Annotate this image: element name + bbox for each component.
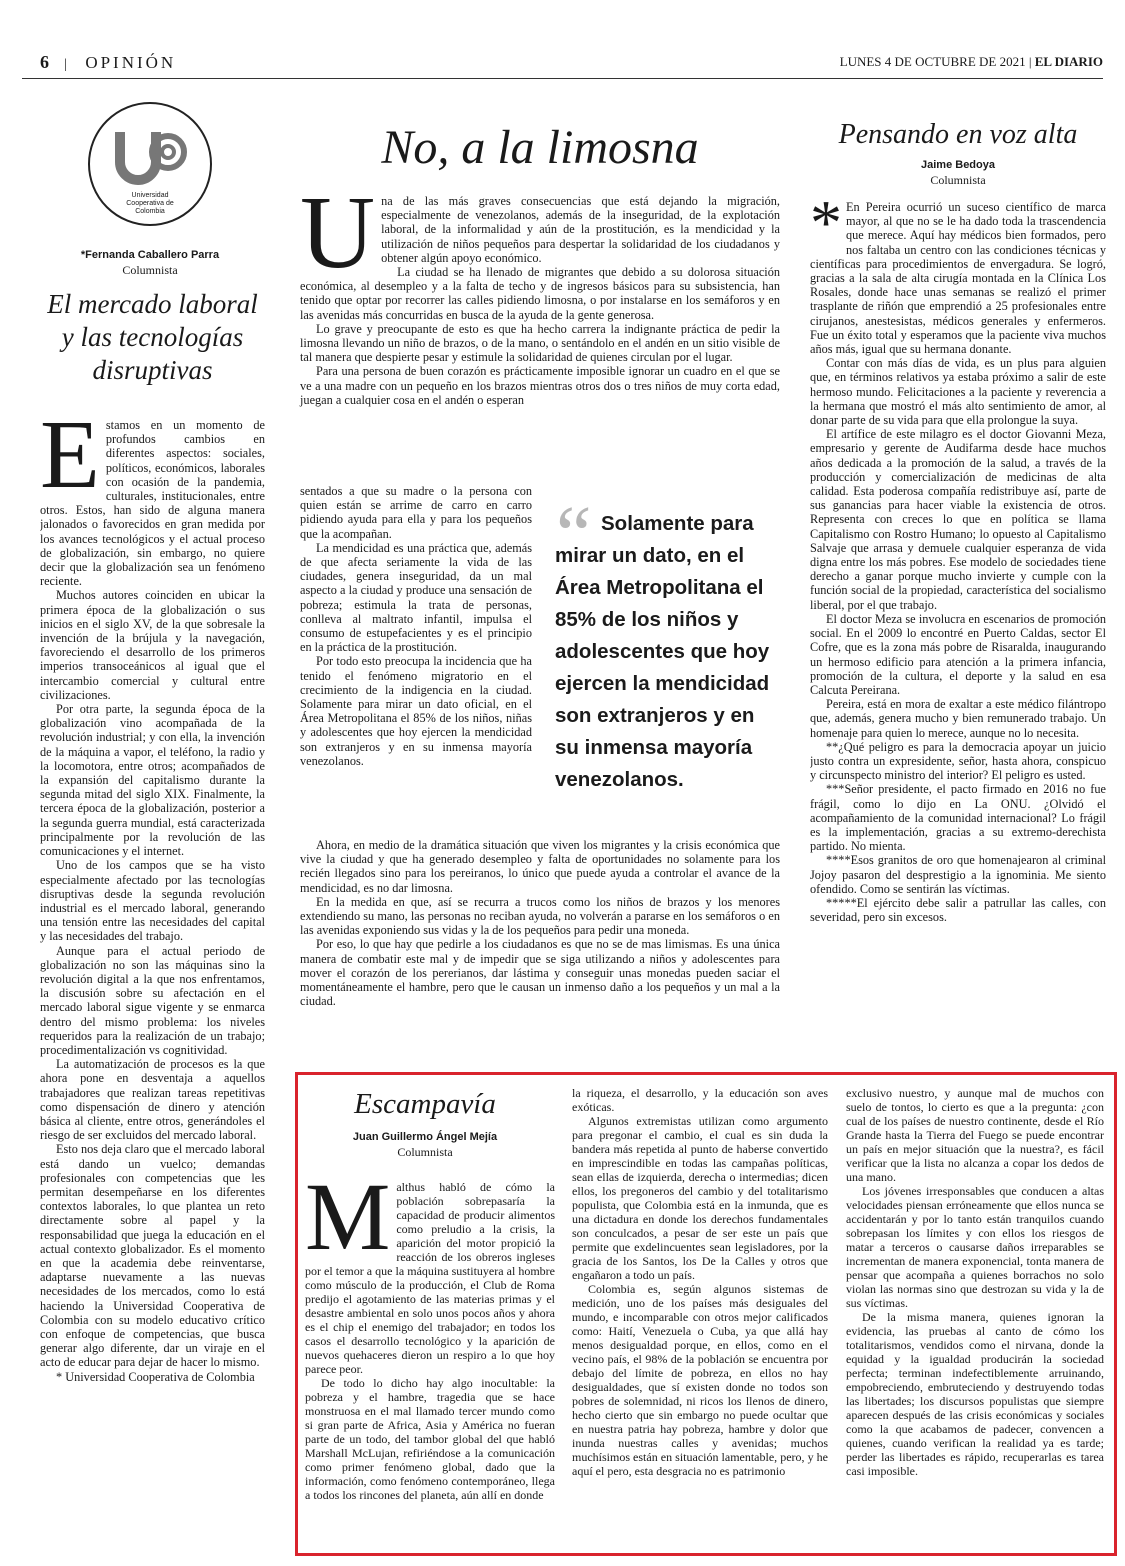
quote-mark-icon: “: [556, 491, 592, 579]
section-name: OPINIÓN: [85, 53, 177, 72]
editorial-paragraph: Lo grave y preocupante de esto es que ha hecho carrera la indignante práctica de pedir la limosna llevando un niño de brazos, o de la mano, o sentándolo en el andén en un sitio visible de tal manera que despierte pesar y estimule la solidaridad de quienes circulan por el lugar.: [300, 321, 780, 365]
escampavia-paragraph: exclusivo nuestro, y aunque mal de muchos con suelo de tontos, lo cierto es que a la pregunta: ¿con cual de los países de nuestro continente, desde el Río Grande hasta la Tierra del Fuego se puede encontrar un país en mejor situación que la nuestra?, es fácil verificar que la lista no alcanza a copar los dedos de una mano.: [846, 1086, 1104, 1184]
editorial-dropcap: U: [300, 175, 376, 290]
page-number: 6: [40, 52, 49, 72]
pull-quote: [555, 508, 777, 796]
right-paragraph: Contar con más días de vida, es un plus para alguien que, en términos relativos ya estaba próximo a salir de este hermoso mundo. Felicitaciones a la paciente y reverencia a la hermana que mostró el más alto sentimiento de amor, al donar parte de su vida para que ella prolongue la suya.: [810, 356, 1106, 428]
left-paragraph: La automatización de procesos es la que ahora pone en desventaja a aquellos trabajadores que realizan tareas repetitivas como dispensación de dinero y atención básica al cliente, entre otros, generándoles el riesgo de ser excluidos del mercado laboral.: [40, 1057, 265, 1143]
right-paragraph: ***Señor presidente, el pacto firmado en 2016 no fue frágil, como lo dijo en La ONU. ¿Olvidó el acompañamiento de la comunidad internacional? Lo frágil es la implementación, gracias a su extremo-derechista partido. No mienta.: [810, 782, 1106, 854]
right-article-body: [810, 200, 1106, 1056]
escampavia-headline: Escampavía: [354, 1088, 496, 1120]
editorial-headline: No, a la limosna: [381, 121, 699, 174]
page-header-right: LUNES 4 DE OCTUBRE DE 2021 | EL DIARIO: [839, 54, 1103, 69]
left-article-body: [40, 418, 265, 1553]
editorial-paragraph: Para una persona de buen corazón es prácticamente imposible ignorar un cuadro en el que se ve a una madre con un pequeño en los brazos mientras otros dos o tres niños de muy corta edad, juegan a cualquier cosa en el andén o esperan: [300, 364, 780, 407]
escampavia-paragraph: De la misma manera, quienes ignoran la evidencia, las pruebas al canto de cómo los totalitarismos, vendidos como el nirvana, donde la equidad y la igualdad producirán la sociedad perfecta; terminan indefectiblemente arruinando, empobreciendo, embruteciendo y destruyendo todas las libertades; los discursos populistas que siempre aparecen después de las crisis económicas y sociales como la que acabamos de padecer, convencen a quienes, cuando verifican la realidad ya es tarde; perder las libertades es rápido, recuperarlas es tarea casi imposible.: [846, 1310, 1104, 1478]
left-paragraph: stamos en un momento de profundos cambios en diferentes aspectos: sociales, políticos, económicos, laborales con ocasión de la pandemia, culturales, institucionales, entre otros. Estos, han sido de alguna manera jalonados o favorecidos en gran medida por los avances tecnológicos y el actual proceso de globalización, sin embargo, no quiere decir que la globalización sea un fenómeno reciente.: [40, 418, 265, 589]
page-header-left: [40, 52, 176, 73]
editorial-paragraph: Por eso, lo que hay que pedirle a los ciudadanos es que no se de mas limismas. Es una única manera de combatir este mal y de impedir que se siga utilizando a niños y adolescentes para mover el corazón de los pererianos, dar lástima y conseguir unas monedas pueden saciar el momentáneamente el hambre, pero que le causan un inmenso daño a los pequeños y un mal a la ciudad.: [300, 937, 780, 1009]
editorial-paragraph: Ahora, en medio de la dramática situación que viven los migrantes y la crisis económica que vive la ciudad y que ha generado desempleo y falta de oportunidades no solamente para los recién llegados sino para los pereiranos, lo único que puede ayuda a controlar el avance de la mendicidad, es no dar limosna.: [300, 838, 780, 895]
right-paragraph: ****Esos granitos de oro que homenajearon al criminal Jojoy pasaron del desprestigio a la ignominia. Me siento ofendido. Como se sentirán las víctimas.: [810, 853, 1106, 896]
newspaper-name: EL DIARIO: [1034, 54, 1103, 69]
left-footnote: * Universidad Cooperativa de Colombia: [56, 1369, 255, 1384]
editorial-paragraph: La mendicidad es una práctica que, además de que afecta seriamente la vida de las ciudades, genera inseguridad, da un mal aspecto a la ciudad y produce una sensación de pobreza; estimula la trata de personas, conlleva al maltrato infantil, impulsa el consumo de estupefacientes y es el principio en la práctica de la prostitución.: [300, 540, 532, 655]
asterisk-dropcap: *: [810, 200, 842, 258]
logo-text: Universidad Cooperativa de Colombia: [126, 192, 174, 215]
escampavia-dropcap: M: [305, 1180, 391, 1270]
escampavia-paragraph: la riqueza, el desarrollo, y la educación son aves exóticas.: [572, 1086, 828, 1114]
right-headline: Pensando en voz alta: [838, 119, 1078, 150]
right-paragraph: *****El ejército debe salir a patrullar las calles, con severidad, pero sin excesos.: [810, 895, 1106, 925]
editorial-body-narrow: [300, 484, 532, 768]
left-byline: [40, 248, 260, 278]
escampavia-author: Juan Guillermo Ángel Mejía: [352, 1131, 498, 1143]
escampavia-paragraph: Los jóvenes irresponsables que conducen a altas velocidades piensan erróneamente que ellos nunca se accidentarán y por lo tanto están tranquilos cuando sobrepasan los límites y con ellos los riesgos de matar a terceros o causarse daños irreparables se incrementan de manera exponencial, tonta manera de pensar que acompaña a quienes borrachos no solo violan las normas sino que destrozan su vida y la de sus víctimas.: [846, 1184, 1104, 1310]
pull-quote-text: Solamente para mirar un dato, en el Área Metropolitana el 85% de los niños y adolescentes que hoy ejercen la mendicidad son extranjeros y en su inmensa mayoría venezolanos.: [555, 512, 770, 791]
escampavia-paragraph: althus habló de cómo la población sobrepasaría la capacidad de producir alimentos como preludio a la crisis, la aparición del motor propició la reacción de los obreros ingleses por el temor a que la máquina sustituyera al hombre como músculo de la producción, el Club de Roma predijo el agotamiento de las materias primas y el desastre ambiental en solo unos pocos años y ahora es el chip el enemigo del trabajador; en todos los casos el desarrollo tecnológico y la aparición de nuevos quehaceres dieron un respiro a lo que hoy parece peor.: [305, 1180, 555, 1376]
issue-date: LUNES 4 DE OCTUBRE DE 2021: [839, 54, 1026, 69]
right-byline: [810, 158, 1106, 188]
left-paragraph: Muchos autores coinciden en ubicar la primera época de la globalización o sus inicios en el siglo XV, de la que sobresale la invención de la brújula y la navegación, favoreciendo el desarrollo de los primeros imperios transoceánicos al igual que el intercambio comercial y cultural entre civilizaciones.: [40, 588, 265, 702]
header-separator: |: [64, 57, 71, 72]
editorial-body-top: [300, 175, 780, 407]
right-paragraph: En Pereira ocurrió un suceso científico de marca mayor, al que no se le ha dado toda la trascendencia que merece. Aquí hay médicos bien formados, pero nos faltaba un centro con las condiciones técnicas y científicas para procedimientos de envergadura. Se logró, gracias a la sala de alta cirugía montada en la Clínica Los Rosales, donde hace unas semanas se realizó el primer trasplante de riñón que emprendió a 25 profesionales entre cirujanos, anestesistas, médicos generales y enfermeros. Fue un éxito total y esperamos que la paciente viva muchos años más, igual que su hermana donante.: [810, 200, 1106, 357]
right-paragraph: **¿Qué peligro es para la democracia apoyar un juicio justo contra un expresidente, señor, hasta ahora, conspicuo y circunspecto ministro del interior? El peligro es usted.: [810, 739, 1106, 783]
right-paragraph: El doctor Meza se involucra en escenarios de promoción social. En el 2009 lo encontré en Puerto Caldas, sector El Cofre, que es la zona más pobre de Risaralda, inaugurando un hermoso edificio para atención a la primera infancia, promoción de la cultura, el deporte y la salud en esa Calcuta Pereirana.: [810, 611, 1106, 697]
header-rule: [22, 78, 1103, 79]
left-role: Columnista: [122, 263, 178, 277]
editorial-paragraph: Por todo esto preocupa la incidencia que ha tenido el fenómeno migratorio en el crecimiento de la indigencia en la ciudad. Solamente para mirar un dato oficial, en el Área Metropolitana el 85% de los niños, niñas y adolescentes que hoy ejercen la mendicidad son extranjeros y en su inmensa mayoría venezolanos.: [300, 654, 532, 768]
left-dropcap: E: [40, 418, 100, 509]
escampavia-byline: [305, 1130, 545, 1160]
left-paragraph: Por otra parte, la segunda época de la globalización vino acompañada de la revolución industrial; y con ella, la invención de la máquina a vapor, el teléfono, la radio y la locomotora, entre otros; acompañados de la expansión del capitalismo durante la segunda mitad del siglo XIX. Finalmente, la tercera época de la globalización, posterior a la segunda guerra mundial, está caracterizada principalmente por la revolución de las comunicaciones y el internet.: [40, 702, 265, 859]
left-author: *Fernanda Caballero Parra: [80, 249, 220, 261]
escampavia-paragraph: Algunos extremistas utilizan como argumento para pregonar el cambio, el cual es sin duda la bandera más repetida al punto de haberse convertido en imprescindible en todas las campañas políticas, sean ellas de izquierda, derecha o intermedias; dicen ellos, los pregoneros del cambio y del totalitarismo populista, que Colombia está en la inmunda, que es una dictadura en donde los derechos fundamentales son conculcados, a pesar de ser este un país que permite que exdelincuentes sean legisladores, por la gracia de los Santos, los De la Calles y otros que engañaron a todo un país.: [572, 1114, 828, 1282]
left-headline: El mercado laboral y las tecnologías disruptivas: [47, 289, 258, 385]
right-paragraph: Pereira, está en mora de exaltar a este médico filántropo que, además, genera mucho y bien remunerado trabajo. Un homenaje para quien lo merece, aunque no lo necesita.: [810, 697, 1106, 740]
editorial-paragraph: En la medida en que, así se recurra a trucos como los niños de brazos y los menores extendiendo su mano, las personas no reciban ayuda, no volverán a pararse en los semáforos o en las avenidas exponiendo sus vidas y la de los pequeños para pedir una moneda.: [300, 894, 780, 938]
escampavia-col-2: [572, 1086, 828, 1550]
right-role: Columnista: [930, 173, 986, 187]
editorial-paragraph: La ciudad se ha llenado de migrantes que debido a su dolorosa situación económica, al desempleo y a la falta de techo y de ingresos básicos para su subsistencia, han tenido que optar por recorrer las calles pidiendo limosna, o por instalarse en los semáforos y en las avenidas más concurridas en busca de la ayuda de la gente generosa.: [300, 265, 780, 322]
editorial-paragraph: na de las más graves consecuencias que está dejando la migración, especialmente de venezolanos, además de la inseguridad, de la explotación laboral, de la informalidad y aún de la prostitución, es la mendicidad y la utilización de niños pequeños para despertar la solidaridad de los ciudadanos y obtener algún apoyo económico.: [381, 194, 780, 265]
escampavia-role: Columnista: [397, 1145, 453, 1159]
left-paragraph: Aunque para el actual periodo de globalización no son las máquinas sino la revolución digital a la que nos enfrentamos, la discusión sobre su afectación en el mercado laboral sigue vigente y se enmarca dentro del mismo problema: los niveles requeridos para la realización de un trabajo; procedimentalización vs cognitividad.: [40, 943, 265, 1057]
university-logo: [88, 102, 212, 226]
right-author: Jaime Bedoya: [921, 159, 995, 171]
escampavia-col-1: [305, 1180, 555, 1550]
escampavia-paragraph: De todo lo dicho hay algo inocultable: la pobreza y el hambre, tragedia que se hace monstruosa en el mal llamado tercer mundo como si gran parte de Africa, Asia y América no fueran parte de un todo, del tambor global del que habló Marshall McLujan, refiriéndose a la comunicación como primer fenómeno global, dado que la información, como fenómeno contemporáneo, llega a todos los rincones del planeta, aún allí en donde: [305, 1376, 555, 1502]
right-paragraph: El artífice de este milagro es el doctor Giovanni Meza, empresario y gerente de Audifarma desde hace muchos años dedicada a la promoción de la salud, a través de la producción y comercialización de medicinas de alta calidad. Esta poderosa compañía redistribuye así, parte de sus ganancias para hacer viable la existencia de otros. Representa con creces lo que en política se llama Capitalismo con Rostro Humano; lo opuesto al Capitalismo Salvaje que arrasa y demuele cualquier esperanza de vida digna entre los más pobres. Ese modelo de sociedades tiene derecho a ganar porque mucho invierte y cumple con la función social de la propiedad, característica del socialismo liberal, por el que trabajo.: [810, 427, 1106, 612]
left-paragraph: Uno de los campos que se ha visto especialmente afectado por las tecnologías disruptivas desde la segunda revolución industrial es el mercado laboral, generando una tensión entre las necesidades del capital y las necesidades del trabajo.: [40, 858, 265, 944]
editorial-body-bottom: [300, 838, 780, 1008]
left-paragraph: Esto nos deja claro que el mercado laboral está dando un vuelco; demandas profesionales con competencias que les permitan desempeñarse en los diferentes contextos laborales, lo que plantea un reto directamente sobre al papel y la responsabilidad que juega la educación en el actual contexto globalizador. Es el momento en que la academia debe reinventarse, adaptarse nuevamente a las nuevas necesidades de los mercados, como lo está haciendo la Universidad Cooperativa de Colombia con su modelo educativo crítico con enfoque de competencias, que busca generar algo diferente, dar un viraje en el acto de educar para dejar de hacer lo mismo.: [40, 1142, 265, 1370]
escampavia-col-3: [846, 1086, 1104, 1550]
escampavia-paragraph: Colombia es, según algunos sistemas de medición, uno de los países más desiguales del mundo, e incomparable con otros mejor calificados como: Haití, Venezuela o Cuba, ya que allá hay menos desigualdad porque, en ellos, como en el vecino país, el 98% de la población se encuentra por debajo del límite de pobreza, en ellos no hay desigualdades, que sí existen donde no todos son pobres de solemnidad, ni ricos los llenos de dinero, hecho cierto que sin embargo no puede ocultar que en nuestra patria hay pobreza, hambre y dolor que inunda nuestras calles y avenidas; muchos muchísimos están en situación lamentable, pero, y he aquí el pero, esta desgracia no es patrimonio: [572, 1282, 828, 1478]
editorial-paragraph: sentados a que su madre o la persona con quien están se arrime de carro en carro pidiendo ayuda para ella y para los pequeños que la acompañan.: [300, 484, 532, 541]
